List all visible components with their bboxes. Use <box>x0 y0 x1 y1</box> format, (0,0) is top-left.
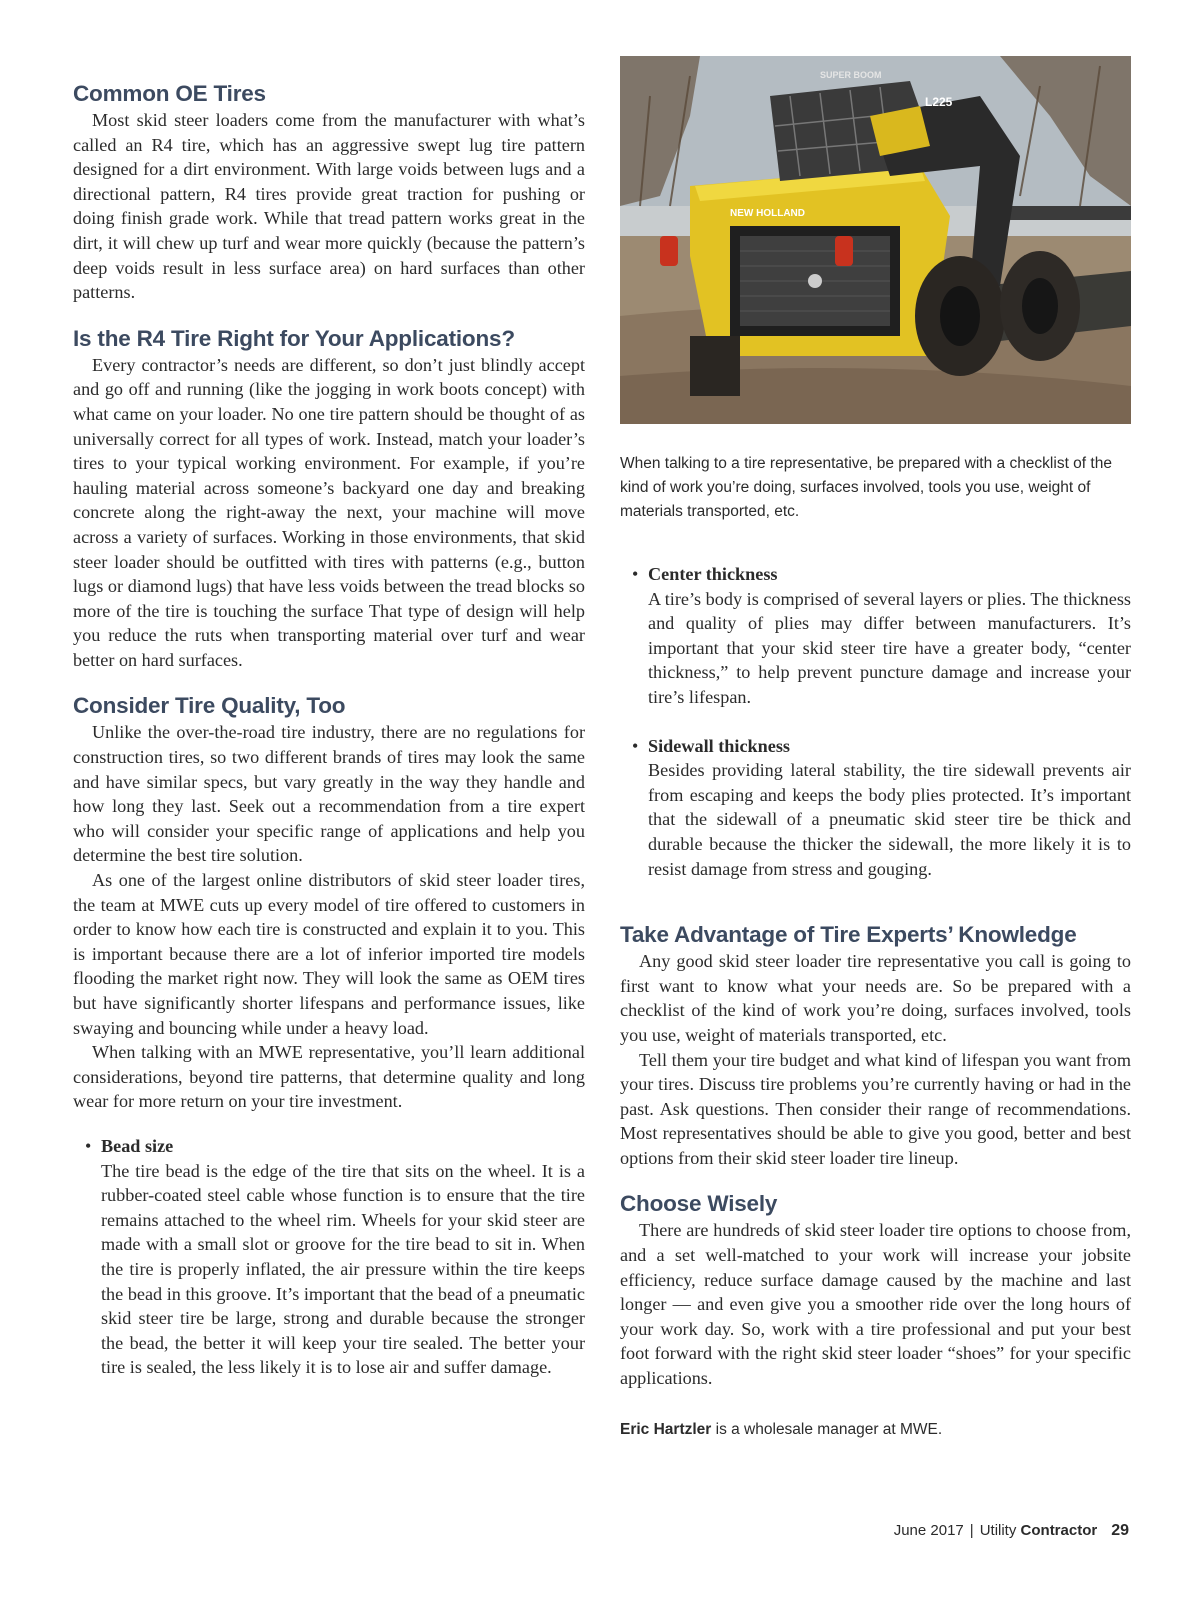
bullet-text: A tire’s body is comprised of several layers or plies. The thickness and quality of plies may differ between manufacturers. It’s important that your skid steer tire have a greater body, “center thickness,” to help prevent puncture damage and increase your tire’s lifespan. <box>648 588 1131 707</box>
paragraph: Unlike the over-the-road tire industry, there are no regulations for construction tires, so two different brands of tires may look the same and have similar specs, but vary greatly in the way they handle and how long they last. Seek out a recommendation from a tire expert who will consider your specific range of applications and help you determine the best tire solution. <box>73 722 585 866</box>
magazine-prefix: Utility <box>979 1522 1017 1539</box>
page-footer <box>894 1521 1129 1541</box>
bullet-text: Besides providing lateral stability, the tire sidewall prevents air from escaping and keeps the body plies protected. It’s important that the sidewall of a pneumatic skid steer tire be thick and durable because the thicker the sidewall, the more likely it is to resist damage from stress and gouging. <box>648 760 1131 879</box>
bullet-title: Center thickness <box>648 564 778 584</box>
paragraph: Tell them your tire budget and what kind of lifespan you want from your tires. Discuss tire problems you’re currently having or had in the past. Ask questions. Then consider their range of recommendations. Most representatives should be able to give you good, better and best options from their skid steer loader tire lineup. <box>620 1049 1131 1168</box>
bullet-text: The tire bead is the edge of the tire that sits on the wheel. It is a rubber-coated steel cable whose function is to ensure that the tire remains attached to the wheel rim. Wheels for your skid steer are made with a small slot or groove for the tire bead to sit in. When the tire is properly inflated, the air pressure within the tire keeps the bead in this groove. It’s important that the bead of a pneumatic skid steer tire be large, strong and durable because the stronger the bead, the better it will keep your tire sealed. The better your tire is sealed, the less likely it is to lose air and suffer damage. <box>101 1160 585 1378</box>
brand-label: NEW HOLLAND <box>730 208 805 219</box>
bullet-title: Sidewall thickness <box>648 735 790 756</box>
paragraph: Most skid steer loaders come from the manufacturer with what’s called an R4 tire, which has an aggressive swept lug tire pattern designed for a dirt environment. With large voids between lugs and a directional pattern, R4 tires provide great traction for pushing or doing finish grade work. While that tread pattern works great in the dirt, it will chew up turf and wear more quickly (because the pattern’s deep voids result in less surface area) on hard surfaces than other patterns. <box>73 110 585 303</box>
paragraph: Any good skid steer loader tire representative you call is going to first want to know what your needs are. So be prepared with a checklist of the kind of work you’re doing, surfaces involved, tools you use, weight of materials transported, etc. <box>620 951 1131 1045</box>
heading-tire-experts: Take Advantage of Tire Experts’ Knowledge <box>620 922 1077 948</box>
heading-tire-quality: Consider Tire Quality, Too <box>73 693 346 719</box>
paragraph: Every contractor’s needs are different, so don’t just blindly accept and go off and running (like the jogging in work boots concept) with what came on your loader. No one tire pattern should be thought of as universally correct for all types of work. Instead, match your loader’s tires to your typical working environment. For example, if you’re hauling material across someone’s backyard one day and breaking concrete along the right-away the next, your machine will move across a variety of surfaces. Working in those environments, that skid steer loader should be outfitted with tires with patterns (e.g., button lugs or diamond lugs) that have less voids between the tread blocks so more of the tire is touching the surface That type of design will help you reduce the ruts when transporting material over turf and wear better on hard surfaces. <box>73 354 585 670</box>
author-byline <box>620 1419 1131 1441</box>
cab-label: SUPER BOOM <box>820 70 882 80</box>
page-number: 29 <box>1111 1522 1129 1539</box>
bullet-list <box>620 562 1131 881</box>
magazine-name: Contractor <box>1020 1522 1098 1539</box>
bullet-dot: • <box>632 735 639 756</box>
bullet-dot: • <box>632 564 639 584</box>
heading-common-oe-tires: Common OE Tires <box>73 81 266 106</box>
skid-steer-photo <box>620 56 1131 424</box>
bullet-dot: • <box>85 1135 92 1156</box>
paragraph: There are hundreds of skid steer loader tire options to choose from, and a set well-matched to your work will increase your jobsite efficiency, reduce surface damage caused by the machine and last longer — and even give you a smoother ride over the long hours of your work day. So, work with a tire professional and put your best foot forward with the right skid steer loader “shoes” for your specific applications. <box>620 1220 1131 1389</box>
issue-date: June 2017 <box>893 1522 964 1539</box>
paragraph: As one of the largest online distributors of skid steer loader tires, the team at MWE cuts up every model of tire offered to customers in order to know how each tire is constructed and explain it to you. This is important because there are a lot of inferior imported tire models flooding the market right now. They will look the same as OEM tires but have significantly shorter lifespans and performance issues, like swaying and bouncing while under a heavy load. <box>73 870 585 1038</box>
author-name: Eric Hartzler <box>620 1420 712 1438</box>
heading-r4-tire: Is the R4 Tire Right for Your Applications? <box>73 325 515 351</box>
heading-choose-wisely: Choose Wisely <box>620 1191 778 1217</box>
bullet-sidewall-thickness <box>620 734 1131 882</box>
left-column <box>73 80 585 1380</box>
model-label: L225 <box>925 95 953 109</box>
bullet-list <box>73 1134 585 1380</box>
bullet-title: Bead size <box>101 1135 174 1156</box>
photo-caption: When talking to a tire representative, be prepared with a checklist of the kind of work you’re doing, surfaces involved, tools you use, weight of materials transported, etc. <box>620 455 1112 520</box>
bullet-center-thickness <box>620 562 1131 710</box>
author-description: is a wholesale manager at MWE. <box>711 1420 943 1438</box>
footer-separator: | <box>969 1522 974 1539</box>
bullet-bead-size <box>73 1134 585 1380</box>
paragraph: When talking with an MWE representative, you’ll learn additional considerations, beyond tire patterns, that determine quality and long wear for more return on your tire investment. <box>73 1042 585 1112</box>
right-column <box>620 56 1131 1441</box>
